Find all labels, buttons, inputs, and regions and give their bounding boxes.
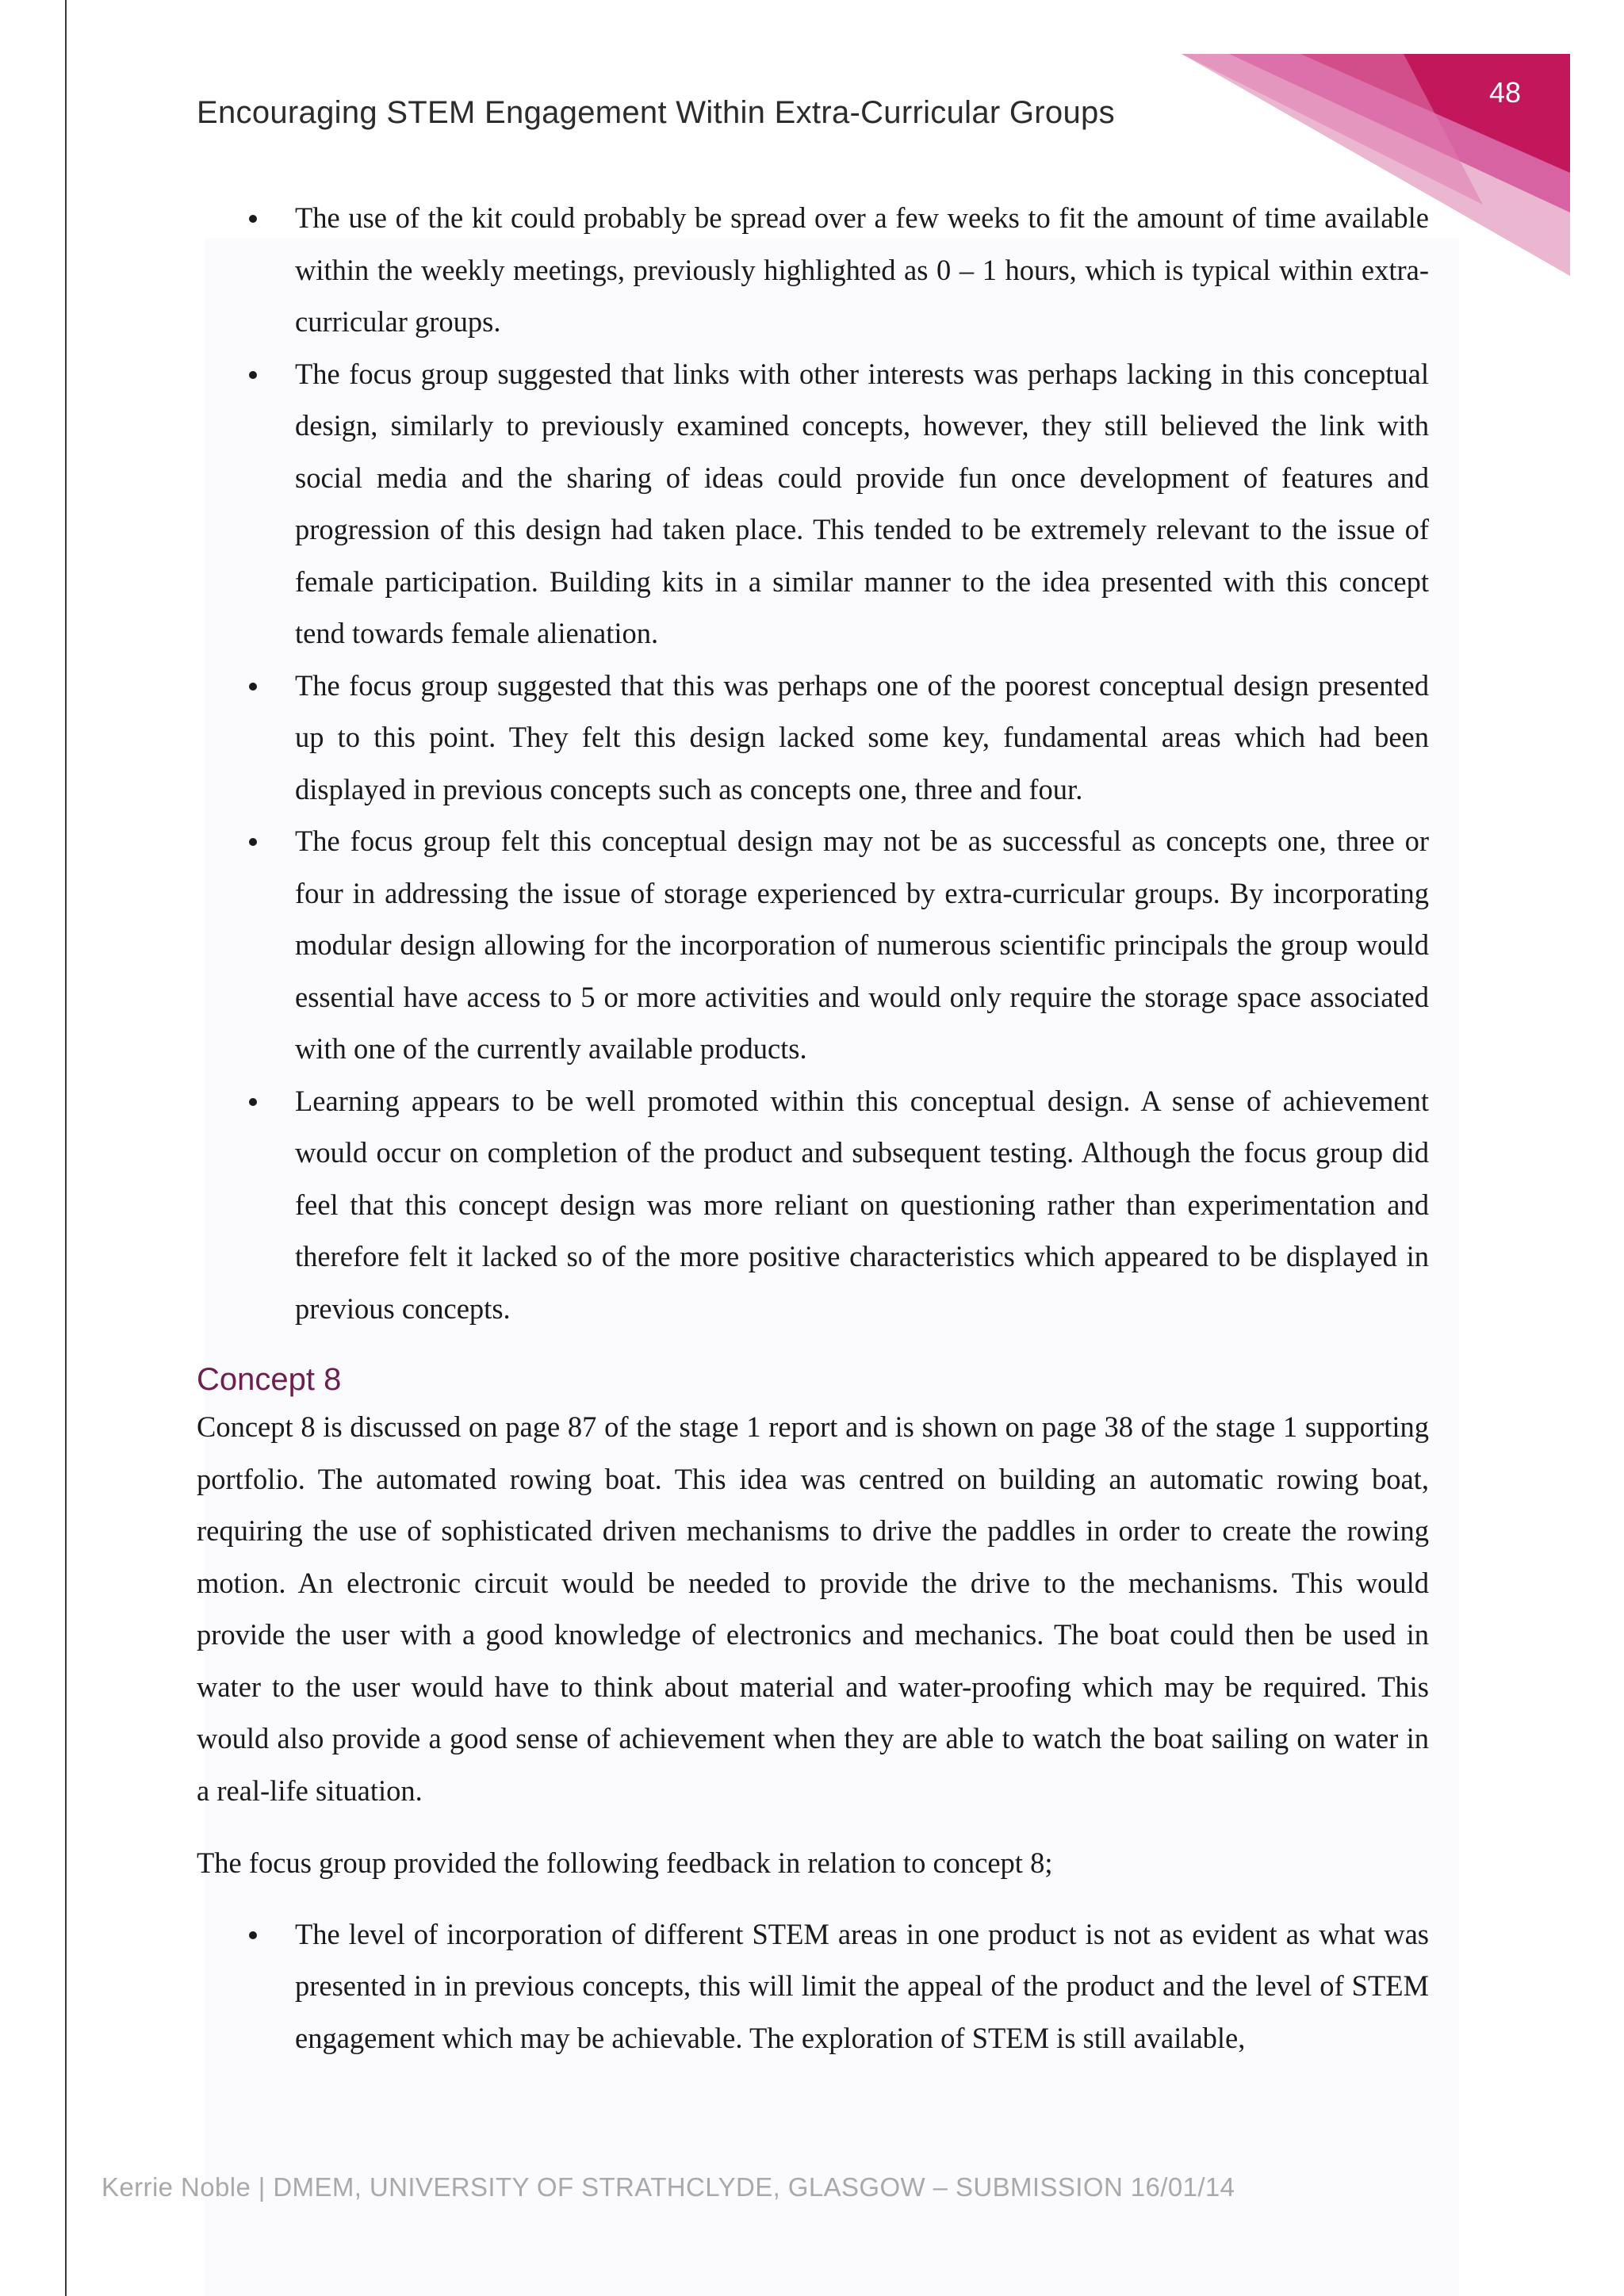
list-item — [197, 1075, 1429, 1335]
section-paragraph: Concept 8 is discussed on page 87 of the stage 1 report and is shown on page 38 of the stage 1 supporting portfolio. The automated rowing boat. This idea was centred on building an automatic rowing boat, requiring the use of sophisticated driven mechanisms to drive the paddles in order to create the rowing motion. An electronic circuit would be needed to provide the drive to the mechanisms. This would provide the user with a good knowledge of electronics and mechanics. The boat could then be used in water to the user would have to think about material and water-proofing which may be required. This would also provide a good sense of achievement when they are able to watch the boat sailing on water in a real-life situation. — [197, 1410, 1429, 1807]
list-item-text: The level of incorporation of different STEM areas in one product is not as evident as what was presented in in previous concepts, this will limit the appeal of the product and the level of STEM engagement which may be achievable. The exploration of STEM is still available, — [295, 1917, 1429, 2054]
list-item-text: Learning appears to be well promoted within this conceptual design. A sense of achievement would occur on completion of the product and subsequent testing. Although the focus group did feel that this concept design was more reliant on questioning rather than experimentation and therefore felt it lacked so of the more positive characteristics which appeared to be displayed in previous concepts. — [295, 1084, 1429, 1325]
list-item — [197, 815, 1429, 1075]
bullet-icon — [249, 215, 257, 223]
bullet-icon — [249, 838, 257, 846]
feedback-intro: The focus group provided the following feedback in relation to concept 8; — [197, 1846, 1053, 1879]
list-item-text: The focus group felt this conceptual design may not be as successful as concepts one, three or four in addressing the issue of storage experienced by extra-curricular groups. By incorporating modular design allowing for the incorporation of numerous scientific principals the group would essential have access to 5 or more activities and would only require the storage space associated with one of the currently available products. — [295, 825, 1429, 1065]
bullet-icon — [249, 683, 257, 691]
list-item-text: The focus group suggested that links with other interests was perhaps lacking in this conceptual design, similarly to previously examined concepts, however, they still believed the link with social media and the sharing of ideas could provide fun once development of features and progression of this design had taken place. This tended to be extremely relevant to the issue of female participation. Building kits in a similar manner to the idea presented with this concept tend towards female alienation. — [295, 357, 1429, 649]
list-item-text: The focus group suggested that this was perhaps one of the poorest conceptual design presented up to this point. They felt this design lacked some key, fundamental areas which had been displayed in previous concepts such as concepts one, three and four. — [295, 668, 1429, 806]
list-item — [197, 348, 1429, 660]
running-header: Encouraging STEM Engagement Within Extra-Curricular Groups — [197, 95, 1115, 130]
list-item — [197, 1908, 1429, 2064]
bullet-icon — [249, 1098, 257, 1106]
bullet-icon — [249, 1931, 257, 1939]
list-item-text: The use of the kit could probably be spread over a few weeks to fit the amount of time available within the weekly meetings, previously highlighted as 0 – 1 hours, which is typical within extra-curricular groups. — [295, 201, 1429, 338]
main-content — [197, 192, 1429, 2064]
bullet-list-top — [197, 192, 1429, 1334]
section-heading: Concept 8 — [197, 1362, 342, 1397]
left-margin-rule — [65, 0, 67, 2296]
bullet-icon — [249, 371, 257, 379]
list-item — [197, 192, 1429, 348]
page-footer: Kerrie Noble | DMEM, UNIVERSITY OF STRATHCLYDE, GLASGOW – SUBMISSION 16/01/14 — [102, 2172, 1235, 2202]
page-number: 48 — [1488, 76, 1521, 109]
list-item — [197, 660, 1429, 816]
bullet-list-feedback — [197, 1908, 1429, 2064]
